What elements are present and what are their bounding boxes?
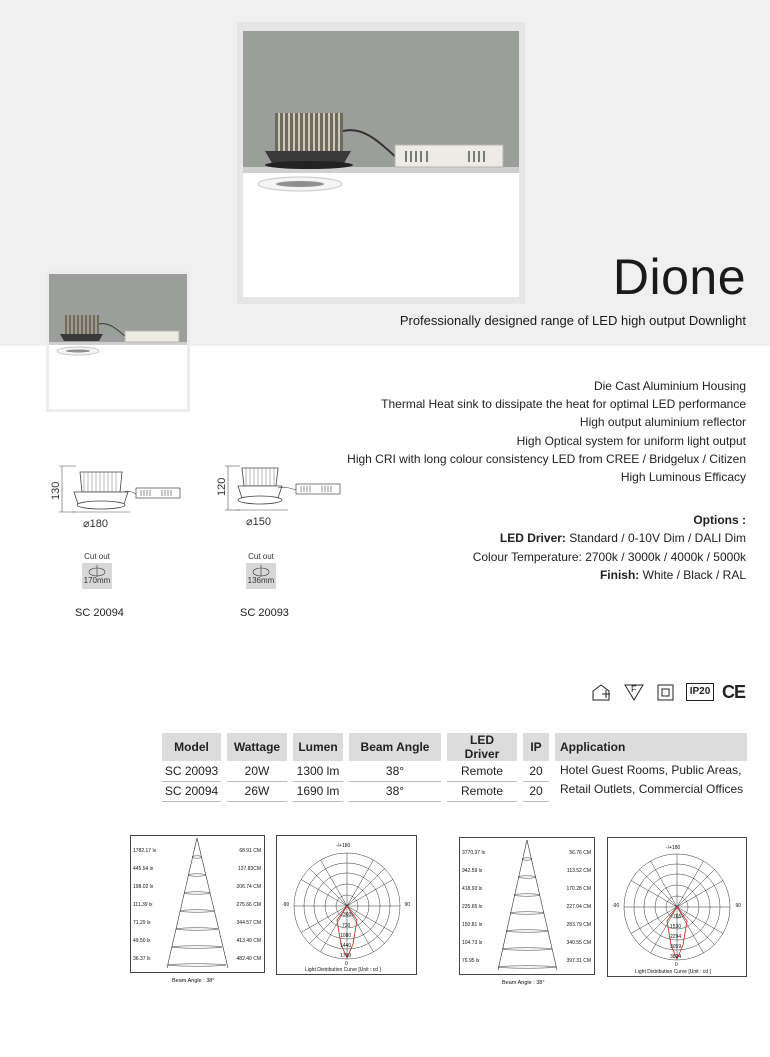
options-heading: Options : [693,513,746,527]
lux-value: 3770.37 lx [462,850,486,856]
polar-caption: Light Distribution Curve [Unit : cd ] [635,969,711,975]
beam-diameter: 340.55 CM [566,940,591,946]
table-cell: 38° [346,761,444,781]
beam-diameter: 275.66 CM [236,902,261,908]
beam-diameter: 397.31 CM [566,958,591,964]
lux-value: 942.59 lx [462,868,483,874]
feature-list [347,377,746,486]
polar-value: 0 [675,962,678,968]
polar-value: 0 [345,961,348,967]
beam-diameter: 68.91 CM [239,848,261,854]
diameter-dimension: ⌀150 [246,516,271,528]
column-header: Beam Angle [346,733,444,761]
polar-value: 1530 [670,924,682,930]
beam-angle-label: Beam Angle : 38° [502,980,545,986]
illuminance-cone-diagram [130,835,265,973]
lux-value: 1782.17 lx [133,848,157,854]
beam-angle-label: Beam Angle : 38° [172,978,215,984]
polar-value: 1799 [340,953,352,959]
application-line: Hotel Guest Rooms, Public Areas, [560,763,742,777]
polar-value: 360 [343,912,352,918]
table-cell: SC 20093 [162,761,224,781]
polar-value: 3824 [670,954,682,960]
diameter-dimension: ⌀180 [83,518,108,530]
spec-table [162,733,747,802]
product-photo-thumb [49,274,187,409]
insulation-house-icon [590,682,612,702]
product-photo [243,31,519,297]
f-mark-icon [623,682,645,702]
lux-value: 49.50 lx [133,938,151,944]
cutout-label: Cut out [248,552,274,561]
feature-item: Thermal Heat sink to dissipate the heat for optimal LED performance [381,397,746,412]
product-title: Dione [612,249,746,305]
lux-value: 104.73 lx [462,940,483,946]
table-cell: 38° [346,781,444,801]
feature-item: Die Cast Aluminium Housing [593,379,746,393]
table-header-row [162,733,747,761]
finish-label: Finish: [599,567,640,582]
drawing-model-code: SC 20093 [240,607,289,619]
polar-angle-label: -/+180 [666,845,681,851]
lux-value: 36.37 lx [133,956,151,962]
polar-caption: Light Distribution Curve [Unit : cd ] [305,967,381,973]
column-header: Application [552,733,747,761]
drawing-model-code: SC 20094 [75,607,124,619]
light-distribution-curve [276,835,417,975]
polar-angle-label: 90 [735,903,741,909]
technical-drawing-sc20094 [52,462,192,532]
class-ii-icon [656,682,676,702]
feature-item: High CRI with long colour consistency LED from CREE / Bridgelux / Citizen [347,451,746,466]
beam-diameter: 283.79 CM [566,922,591,928]
lux-value: 235.65 lx [462,904,483,910]
feature-item: High Optical system for uniform light output [516,433,746,448]
finish-value: White / Black / RAL [639,567,746,582]
polar-value: 1440 [340,943,352,949]
light-distribution-curve [607,837,747,977]
beam-diameter: 413.49 CM [236,938,261,944]
column-header: LED Driver [444,733,520,761]
product-tagline: Professionally designed range of LED high output Downlight [399,313,746,328]
cutout-size: 170mm [83,576,111,585]
colour-temperature: Colour Temperature: 2700k / 3000k / 4000k / 5000k [472,549,746,564]
polar-value: 720 [342,923,351,929]
table-cell: 1300 lm [290,761,346,781]
column-header: Wattage [224,733,290,761]
lux-value: 150.81 lx [462,922,483,928]
lux-value: 418.93 lx [462,886,483,892]
cutout-badge [246,563,276,589]
lux-value: 71.29 lx [133,920,151,926]
application-line: Retail Outlets, Commercial Offices [560,782,744,796]
polar-value: 3059 [670,944,682,950]
beam-diameter: 56.76 CM [569,850,591,856]
ce-mark: CE [722,682,746,702]
options-block [473,511,746,584]
table-cell: Remote [444,781,520,801]
feature-item: High Luminous Efficacy [620,470,746,485]
lux-value: 445.54 lx [133,866,154,872]
beam-diameter: 170.28 CM [566,886,591,892]
f-mark-letter: F [631,684,637,694]
polar-value: 765 [673,914,682,920]
table-cell: Remote [444,761,520,781]
cutout-size: 136mm [247,576,275,585]
polar-value: 1080 [340,933,352,939]
table-cell: 20W [224,761,290,781]
polar-value: 2294 [670,934,682,940]
beam-diameter: 227.04 CM [566,904,591,910]
lux-value: 111.39 lx [133,902,153,908]
table-cell: SC 20094 [162,781,224,801]
cutout-label: Cut out [84,552,110,561]
illuminance-cone-diagram [459,837,595,975]
driver-value: Standard / 0-10V Dim / DALI Dim [565,531,746,546]
polar-angle-label: -/+180 [336,843,351,849]
polar-angle-label: -90 [282,902,290,908]
beam-diameter: 344.57 CM [236,920,261,926]
lux-value: 198.02 lx [133,884,154,890]
height-dimension: 130 [50,481,62,500]
table-cell: 26W [224,781,290,801]
beam-diameter: 113.52 CM [566,868,591,874]
feature-item: High output aluminium reflector [579,415,746,430]
driver-label: LED Driver: [499,531,566,546]
application-cell [552,761,747,801]
table-cell: 20 [520,761,552,781]
height-dimension: 120 [216,477,228,496]
beam-diameter: 482.40 CM [236,956,261,962]
technical-drawing-sc20093 [218,462,348,532]
ip-rating-badge: IP20 [686,683,714,701]
column-header: Lumen [290,733,346,761]
table-cell: 1690 lm [290,781,346,801]
beam-diameter: 206.74 CM [236,884,261,890]
column-header: Model [162,733,224,761]
table-cell: 20 [520,781,552,801]
lux-value: 76.95 lx [462,958,480,964]
beam-diameter: 137.83CM [237,866,261,872]
polar-angle-label: -90 [612,903,620,909]
column-header: IP [520,733,552,761]
table-row [162,761,747,781]
polar-angle-label: 90 [404,902,410,908]
cutout-badge [82,563,112,589]
